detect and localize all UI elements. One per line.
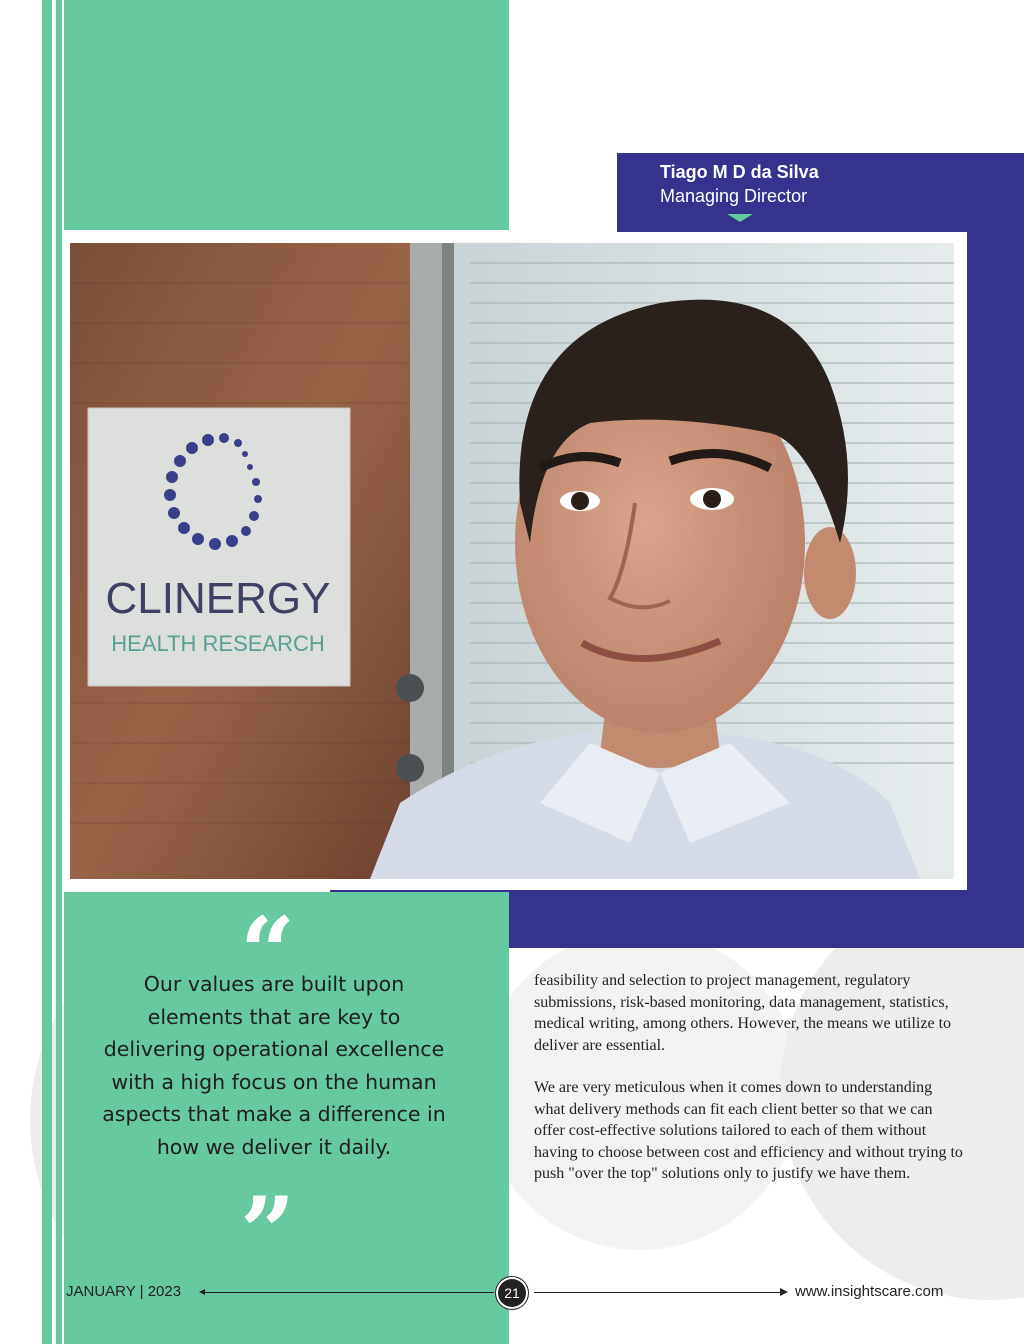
quote-close-icon: ”: [240, 1176, 296, 1289]
left-accent-bar: [42, 0, 52, 1344]
portrait-photo: [70, 243, 954, 879]
sign-sub-text: HEALTH RESEARCH: [111, 631, 325, 656]
top-green-panel: [64, 0, 509, 230]
left-accent-bar-inner: [56, 0, 62, 1344]
article-body: [534, 970, 964, 1206]
body-paragraph: We are very meticulous when it comes down to understanding what delivery methods can fit each client better so that we can offer cost-effective solutions tailored to each of them without having to choose between cost and efficiency and without trying to push "over the top" solutions only to justify we have them.: [534, 1079, 963, 1182]
pull-quote-text: Our values are built upon elements that are key to delivering operational excellence with a high focus on the human aspects that make a difference in how we deliver it daily.: [102, 972, 446, 1159]
sign-brand-text: CLINERGY: [105, 574, 331, 623]
footer-divider-right: [534, 1292, 780, 1293]
body-paragraph: feasibility and selection to project management, regulatory submissions, risk-based monitoring, data management, statistics, medical writing, among others. However, the means we utilize to deliver are essential.: [534, 972, 952, 1054]
name-tag-arrow-icon: [727, 214, 753, 222]
footer-website-link[interactable]: www.insightscare.com: [795, 1283, 944, 1300]
name-tag: [660, 160, 819, 208]
person-name: Tiago M D da Silva: [660, 162, 819, 182]
footer-issue-date: JANUARY | 2023: [66, 1283, 182, 1300]
arrow-right-icon: [780, 1288, 788, 1296]
person-role: Managing Director: [660, 186, 808, 206]
quote-open-icon: “: [240, 896, 296, 1009]
page-number: 21: [498, 1279, 526, 1307]
footer-divider-left: [204, 1292, 494, 1293]
